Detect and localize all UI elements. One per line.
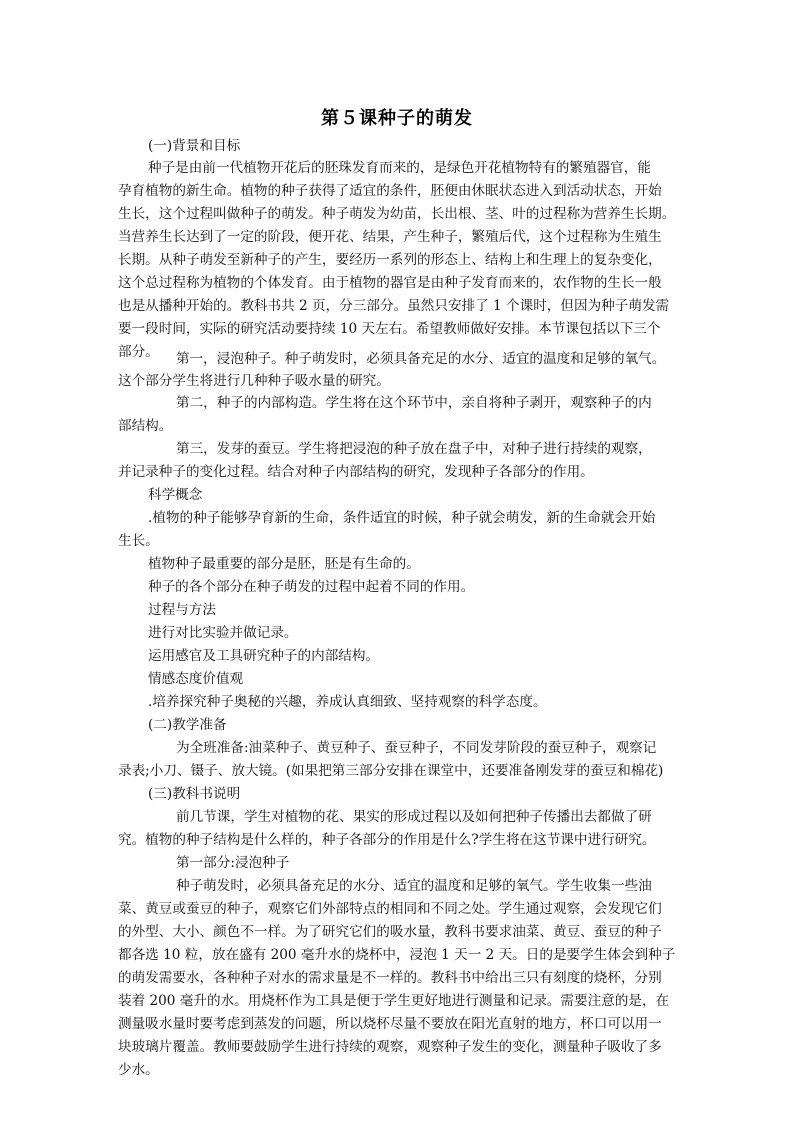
paragraph-line: 种子是由前一代植物开花后的胚珠发育而来的，是绿色开花植物特有的繁殖器官，能 [148, 160, 651, 176]
section-heading-science-concepts: 科学概念 [148, 487, 203, 503]
subheading-part-one: 第一部分:浸泡种子 [176, 855, 290, 871]
paragraph-line: 第三，发芽的蚕豆。学生将把浸泡的种子放在盘子中，对种子进行持续的观察， [176, 441, 652, 457]
paragraph-line: 都各选 10 粒，放在盛有 200 毫升水的烧杯中，浸泡 1 天一 2 天。日的是要学生体会到种子 [118, 947, 676, 963]
paragraph-line: 部结构。 [118, 418, 173, 434]
paragraph-line: 第二，种子的内部构造。学生将在这个环节中，亲自将种子剥开，观察种子的内 [176, 395, 652, 411]
section-heading-textbook-notes: (三)教科书说明 [148, 786, 241, 802]
paragraph-line: .植物的种子能够孕育新的生命，条件适宜的时候，种子就会萌发，新的生命就会开始 [148, 510, 656, 526]
section-heading-background: (一)背景和目标 [148, 138, 241, 154]
paragraph-line: 并记录种子的变化过程。结合对种子内部结构的研究，发现种子各部分的作用。 [118, 464, 594, 480]
paragraph-line: 植物种子最重要的部分是胚，胚是有生命的。 [148, 556, 420, 572]
section-heading-process-methods: 过程与方法 [148, 602, 216, 618]
paragraph-line: 要一段时间，实际的研究活动要持续 10 天左右。希望教师做好安排。本节课包括以下三个 [118, 321, 661, 337]
paragraph-line: 种子萌发时，必须具备充足的水分、适宜的温度和足够的氧气。学生收集一些油 [176, 878, 652, 894]
paragraph-line: 也是从播种开始的。教科书共 2 页，分三部分。虽然只安排了 1 个课时，但因为种子萌发需 [118, 298, 670, 314]
paragraph-line: 进行对比实验并做记录。 [148, 625, 298, 641]
paragraph-line: 前几节课，学生对植物的花、果实的形成过程以及如何把种子传播出去都做了研 [176, 809, 652, 825]
paragraph-line: .培养探究种子奥秘的兴趣，养成认真细致、坚持观察的科学态度。 [148, 694, 547, 710]
paragraph-line: 录表;小刀、镊子、放大镜。(如果把第三部分安排在课堂中，还要准备刚发芽的蚕豆和棉花) [118, 763, 664, 779]
paragraph-line: 究。植物的种子结构是什么样的，种子各部分的作用是什么?学生将在这节课中进行研究。 [118, 832, 656, 848]
paragraph-line: 菜、黄豆或蚕豆的种子，观察它们外部特点的相同和不同之处。学生通过观察，会发现它们 [118, 901, 662, 917]
section-heading-teaching-prep: (二)教学准备 [148, 717, 227, 733]
paragraph-line: 的萌发需要水，各种种子对水的需求量是不一样的。教科书中给出三只有刻度的烧杯，分别 [118, 970, 662, 986]
paragraph-line: 测量吸水量时要考虑到蒸发的问题，所以烧杯尽量不要放在阳光直射的地方，杯口可以用一 [118, 1016, 662, 1032]
paragraph-line: 的外型、大小、颜色不一样。为了研究它们的吸水量，教科书要求油菜、黄豆、蚕豆的种子 [118, 924, 662, 940]
paragraph-line: 当营养生长达到了一定的阶段，便开花、结果，产生种子，繁殖后代，这个过程称为生殖生 [118, 229, 662, 245]
paragraph-line: 块玻璃片覆盖。教师要鼓励学生进行持续的观察，观察种子发生的变化，测量种子吸收了多 [118, 1039, 662, 1055]
paragraph-line: 种子的各个部分在种子萌发的过程中起着不同的作用。 [148, 579, 475, 595]
paragraph-line: 生长，这个过程叫做种子的萌发。种子萌发为幼苗，长出根、茎、叶的过程称为营养生长期。 [118, 206, 676, 222]
page-title: 第５课种子的萌发 [321, 108, 473, 129]
paragraph-line: 这个部分学生将进行几种种子吸水量的研究。 [118, 373, 390, 389]
paragraph-line: 第一，浸泡种子。种子萌发时，必须具备充足的水分、适宜的温度和足够的氧气。 [176, 351, 666, 367]
paragraph-line: 为全班准备:油菜种子、黄豆种子、蚕豆种子，不同发芽阶段的蚕豆种子，观察记 [176, 740, 657, 756]
paragraph-line: 部分。 [118, 344, 159, 360]
section-heading-attitude-values: 情感态度价值观 [148, 671, 244, 687]
paragraph-line: 运用感官及工具研究种子的内部结构。 [148, 648, 380, 664]
paragraph-line: 装着 200 毫升的水。用烧杯作为工具是便于学生更好地进行测量和记录。需要注意的是，在 [118, 993, 670, 1009]
paragraph-line: 少水。 [118, 1062, 159, 1078]
paragraph-line: 生长。 [118, 533, 159, 549]
paragraph-line: 孕育植物的新生命。植物的种子获得了适宜的条件，胚便由休眠状态进入到活动状态，开始 [118, 183, 662, 199]
paragraph-line: 长期。从种子萌发至新种子的产生，要经历一系列的形态上、结构上和生理上的复杂变化， [118, 252, 662, 268]
paragraph-line: 这个总过程称为植物的个体发育。由于植物的器官是由种子发育而来的，农作物的生长一般 [118, 275, 662, 291]
